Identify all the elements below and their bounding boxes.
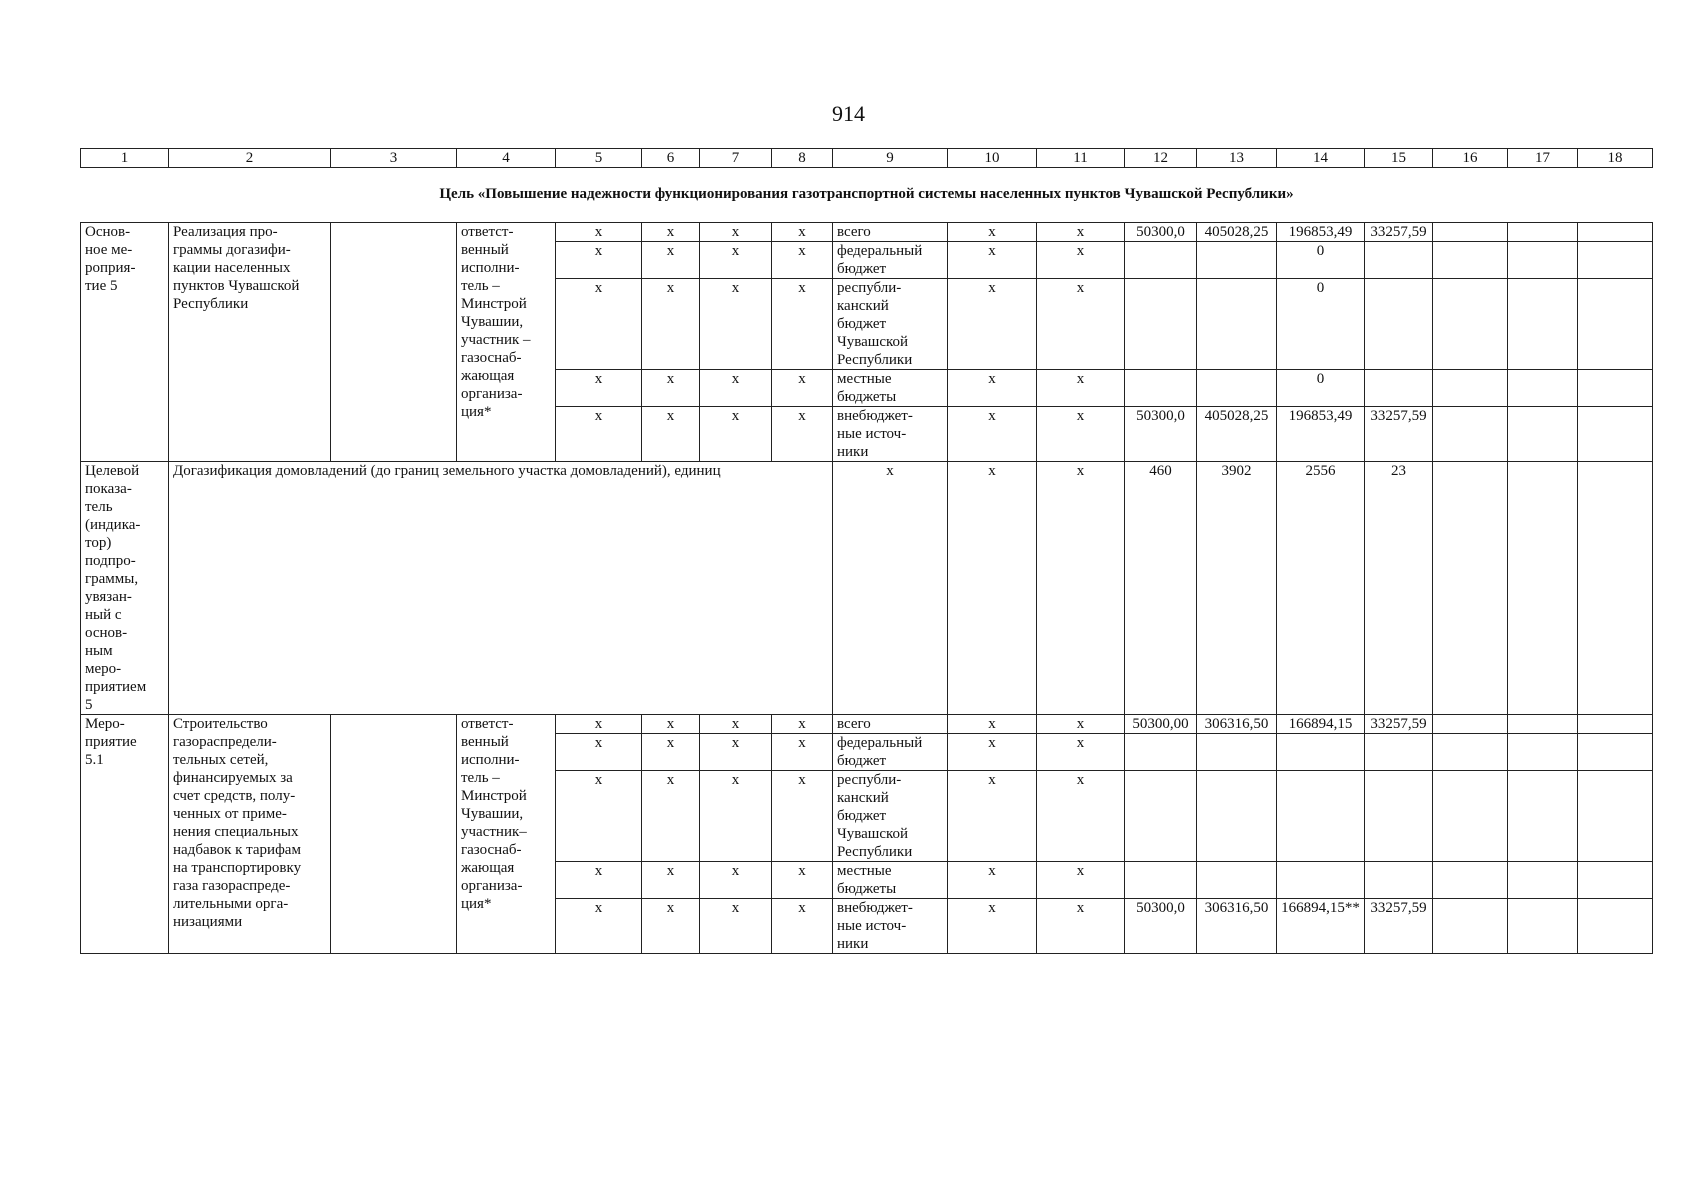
x-mark: х (948, 899, 1037, 954)
x-mark: х (1037, 771, 1125, 862)
value-cell: 50300,0 (1125, 407, 1197, 462)
empty-cell (1433, 734, 1508, 771)
empty-cell (1433, 899, 1508, 954)
x-mark: х (772, 279, 833, 370)
funding-source: местные бюджеты (833, 370, 948, 407)
empty-cell (1508, 370, 1578, 407)
empty-cell (1508, 771, 1578, 862)
responsible-executor: ответст- венный исполни- тель – Минстрой Чувашии, участник– газоснаб- жающая организа- ция* (457, 715, 556, 954)
value-cell: 166894,15 (1277, 715, 1365, 734)
x-mark: х (1037, 223, 1125, 242)
value-cell: 196853,49 (1277, 223, 1365, 242)
empty-cell (1433, 370, 1508, 407)
x-mark: х (1037, 862, 1125, 899)
table-row (81, 223, 1653, 242)
empty-cell (1433, 771, 1508, 862)
x-mark: х (772, 734, 833, 771)
column-number: 4 (457, 149, 556, 168)
column-number: 1 (81, 149, 169, 168)
empty-cell (1433, 279, 1508, 370)
column-number: 8 (772, 149, 833, 168)
x-mark: х (642, 734, 700, 771)
column-number: 12 (1125, 149, 1197, 168)
column-number: 9 (833, 149, 948, 168)
value-cell (1365, 279, 1433, 370)
value-cell: 33257,59 (1365, 715, 1433, 734)
x-mark: х (948, 462, 1037, 715)
funding-source: внебюджет- ные источ- ники (833, 899, 948, 954)
value-cell: 306316,50 (1197, 899, 1277, 954)
value-cell (1197, 242, 1277, 279)
value-cell (1365, 734, 1433, 771)
x-mark: х (700, 223, 772, 242)
column-number: 18 (1578, 149, 1653, 168)
x-mark: х (948, 370, 1037, 407)
value-cell (1365, 370, 1433, 407)
x-mark: х (700, 370, 772, 407)
x-mark: х (642, 223, 700, 242)
column-number: 14 (1277, 149, 1365, 168)
value-cell: 33257,59 (1365, 223, 1433, 242)
x-mark: х (1037, 462, 1125, 715)
empty-cell (1433, 715, 1508, 734)
empty-cell (1578, 370, 1653, 407)
column-number: 3 (331, 149, 457, 168)
funding-source: республи- канский бюджет Чувашской Республики (833, 279, 948, 370)
funding-source: всего (833, 223, 948, 242)
empty-cell (331, 223, 457, 462)
value-cell: 3902 (1197, 462, 1277, 715)
empty-cell (1578, 715, 1653, 734)
x-mark: х (700, 715, 772, 734)
value-cell: 405028,25 (1197, 223, 1277, 242)
column-number: 7 (700, 149, 772, 168)
column-number: 15 (1365, 149, 1433, 168)
indicator-text: Догазификация домовладений (до границ земельного участка домовладений), единиц (169, 462, 833, 715)
goal-title: Цель «Повышение надежности функционирования газотранспортной системы населенных пунктов Чувашской Республики» (439, 186, 1294, 202)
column-number-row (80, 148, 1653, 168)
empty-cell (1578, 223, 1653, 242)
x-mark: х (700, 279, 772, 370)
empty-cell (1433, 223, 1508, 242)
value-cell (1277, 771, 1365, 862)
funding-source: республи- канский бюджет Чувашской Республики (833, 771, 948, 862)
empty-cell (1508, 279, 1578, 370)
x-mark: х (1037, 407, 1125, 462)
empty-cell (1508, 862, 1578, 899)
value-cell (1365, 771, 1433, 862)
empty-cell (1508, 242, 1578, 279)
value-cell: 0 (1277, 242, 1365, 279)
empty-cell (1578, 279, 1653, 370)
empty-cell (1508, 899, 1578, 954)
activity-name: Реализация про- граммы догазифи- кации населенных пунктов Чувашской Республики (169, 223, 331, 462)
value-cell (1125, 771, 1197, 862)
x-mark: х (772, 242, 833, 279)
value-cell (1277, 862, 1365, 899)
x-mark: х (948, 223, 1037, 242)
value-cell (1197, 279, 1277, 370)
x-mark: х (833, 462, 948, 715)
funding-source: федеральный бюджет (833, 242, 948, 279)
value-cell (1125, 370, 1197, 407)
x-mark: х (772, 223, 833, 242)
empty-cell (1578, 462, 1653, 715)
value-cell: 50300,0 (1125, 899, 1197, 954)
column-number: 2 (169, 149, 331, 168)
value-cell: 2556 (1277, 462, 1365, 715)
x-mark: х (556, 734, 642, 771)
x-mark: х (556, 899, 642, 954)
x-mark: х (642, 715, 700, 734)
x-mark: х (700, 899, 772, 954)
empty-cell (1433, 862, 1508, 899)
program-table (80, 222, 1653, 954)
activity-name: Строительство газораспредели- тельных сетей, финансируемых за счет средств, полу- ченных от приме- нения специальных надбавок к тарифам на транспортировку газа газораспреде- лительными орга- низациями (169, 715, 331, 954)
activity-status: Меро- приятие 5.1 (81, 715, 169, 954)
value-cell: 0 (1277, 279, 1365, 370)
x-mark: х (772, 407, 833, 462)
value-cell (1277, 734, 1365, 771)
value-cell: 50300,0 (1125, 223, 1197, 242)
empty-cell (1433, 242, 1508, 279)
column-number: 13 (1197, 149, 1277, 168)
funding-source: всего (833, 715, 948, 734)
x-mark: х (642, 407, 700, 462)
x-mark: х (642, 862, 700, 899)
x-mark: х (556, 407, 642, 462)
x-mark: х (1037, 242, 1125, 279)
empty-cell (1508, 407, 1578, 462)
x-mark: х (948, 715, 1037, 734)
empty-cell (1508, 715, 1578, 734)
column-number: 5 (556, 149, 642, 168)
value-cell: 0 (1277, 370, 1365, 407)
value-cell: 306316,50 (1197, 715, 1277, 734)
x-mark: х (556, 715, 642, 734)
x-mark: х (556, 771, 642, 862)
x-mark: х (642, 279, 700, 370)
column-number: 6 (642, 149, 700, 168)
value-cell (1365, 862, 1433, 899)
empty-cell (1578, 242, 1653, 279)
x-mark: х (556, 242, 642, 279)
value-cell: 33257,59 (1365, 407, 1433, 462)
value-cell (1197, 771, 1277, 862)
x-mark: х (700, 771, 772, 862)
indicator-row (81, 462, 1653, 715)
value-cell: 33257,59 (1365, 899, 1433, 954)
x-mark: х (772, 899, 833, 954)
x-mark: х (948, 407, 1037, 462)
funding-source: местные бюджеты (833, 862, 948, 899)
empty-cell (1508, 734, 1578, 771)
value-cell (1197, 370, 1277, 407)
x-mark: х (556, 370, 642, 407)
x-mark: х (700, 862, 772, 899)
x-mark: х (1037, 279, 1125, 370)
empty-cell (1508, 223, 1578, 242)
x-mark: х (1037, 734, 1125, 771)
value-cell (1125, 279, 1197, 370)
value-cell (1125, 734, 1197, 771)
empty-cell (1508, 462, 1578, 715)
column-number: 16 (1433, 149, 1508, 168)
column-number: 17 (1508, 149, 1578, 168)
empty-cell (1578, 862, 1653, 899)
x-mark: х (556, 279, 642, 370)
value-cell: 196853,49 (1277, 407, 1365, 462)
x-mark: х (948, 734, 1037, 771)
x-mark: х (642, 242, 700, 279)
x-mark: х (556, 223, 642, 242)
x-mark: х (700, 734, 772, 771)
empty-cell (1578, 899, 1653, 954)
activity-status: Основ- ное ме- роприя- тие 5 (81, 223, 169, 462)
empty-cell (1578, 734, 1653, 771)
funding-source: федеральный бюджет (833, 734, 948, 771)
x-mark: х (1037, 370, 1125, 407)
page-number: 914 (832, 101, 865, 126)
x-mark: х (642, 370, 700, 407)
x-mark: х (772, 862, 833, 899)
value-cell (1197, 862, 1277, 899)
x-mark: х (1037, 899, 1125, 954)
empty-cell (1578, 407, 1653, 462)
empty-cell (331, 715, 457, 954)
x-mark: х (1037, 715, 1125, 734)
table-row (81, 715, 1653, 734)
indicator-label: Целевой показа- тель (индика- тор) подпро- граммы, увязан- ный с основ- ным меро- приятием 5 (81, 462, 169, 715)
value-cell (1125, 242, 1197, 279)
value-cell: 50300,00 (1125, 715, 1197, 734)
column-number: 10 (948, 149, 1037, 168)
x-mark: х (772, 370, 833, 407)
x-mark: х (948, 771, 1037, 862)
value-cell (1125, 862, 1197, 899)
value-cell (1197, 734, 1277, 771)
x-mark: х (700, 242, 772, 279)
responsible-executor: ответст- венный исполни- тель – Минстрой Чувашии, участник – газоснаб- жающая организа- ция* (457, 223, 556, 462)
value-cell: 166894,15** (1277, 899, 1365, 954)
value-cell: 23 (1365, 462, 1433, 715)
x-mark: х (772, 715, 833, 734)
empty-cell (1578, 771, 1653, 862)
value-cell: 405028,25 (1197, 407, 1277, 462)
x-mark: х (948, 862, 1037, 899)
x-mark: х (642, 771, 700, 862)
x-mark: х (948, 279, 1037, 370)
x-mark: х (642, 899, 700, 954)
x-mark: х (772, 771, 833, 862)
value-cell: 460 (1125, 462, 1197, 715)
x-mark: х (700, 407, 772, 462)
value-cell (1365, 242, 1433, 279)
funding-source: внебюджет- ные источ- ники (833, 407, 948, 462)
x-mark: х (556, 862, 642, 899)
empty-cell (1433, 407, 1508, 462)
column-number: 11 (1037, 149, 1125, 168)
x-mark: х (948, 242, 1037, 279)
empty-cell (1433, 462, 1508, 715)
